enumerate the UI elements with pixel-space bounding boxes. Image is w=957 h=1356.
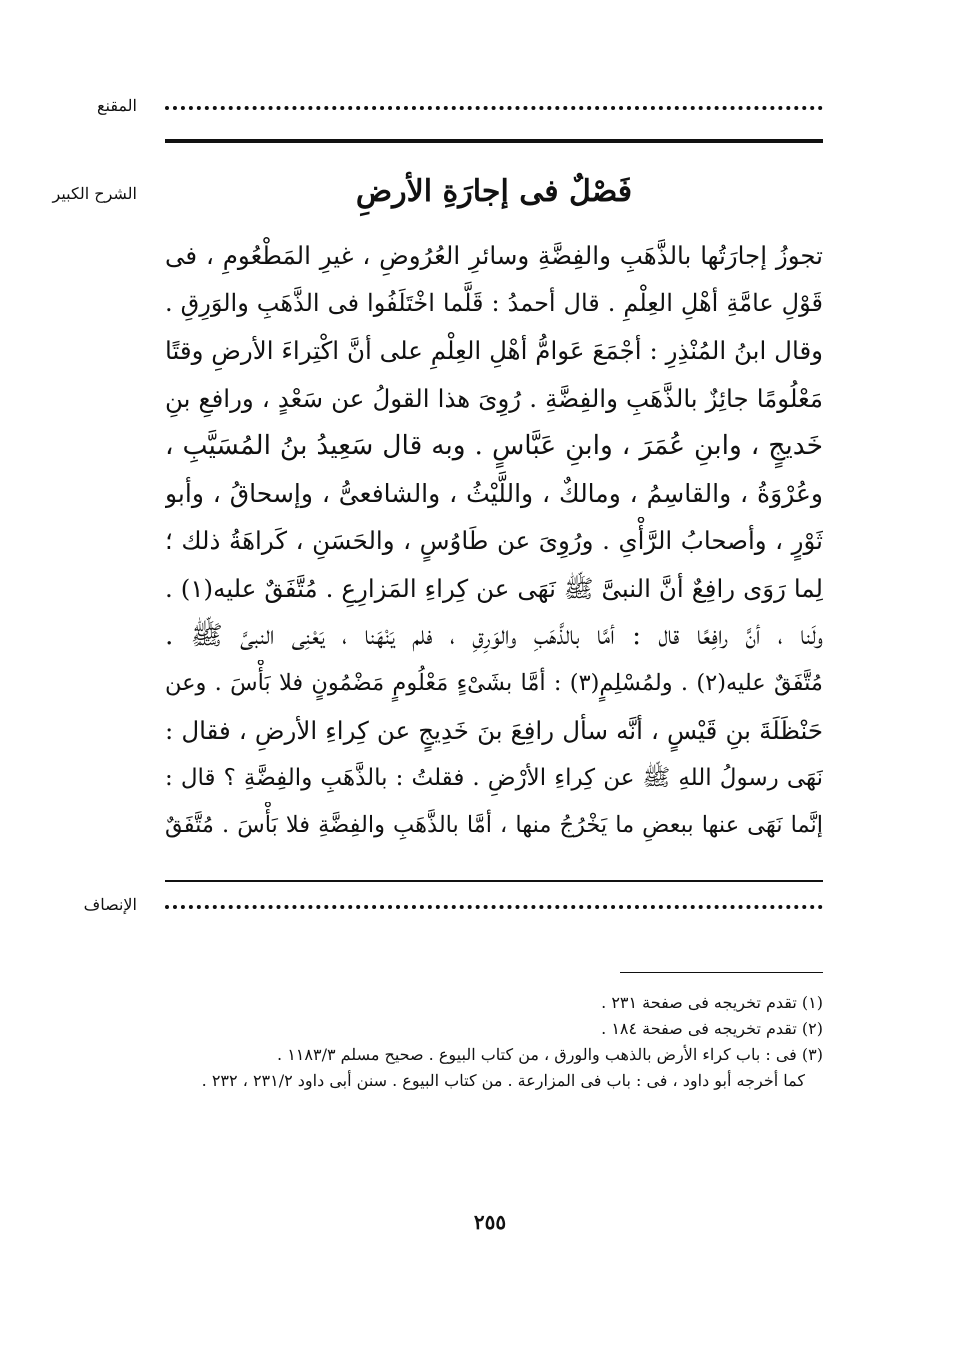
footnote-separator (620, 972, 823, 973)
footnote-1: (١) تقدم تخريجه فى صفحة ٢٣١ . (601, 993, 823, 1012)
page-number: ٢٥٥ (473, 1210, 507, 1234)
section-title: فَصْلٌ فى إجارَةِ الأرضِ (355, 174, 633, 209)
bottom-rule (165, 880, 823, 882)
body-line: مُتَّفَقٌ عليه(٢) . ولمُسْلِمٍ(٣) : أمَّا بشَىْءٍ مَعْلُومٍ مَضْمُونٍ فلا بَأْسَ . وعن (165, 669, 823, 696)
main-body-text (165, 232, 823, 850)
body-line: وقال ابنُ المُنْذِرِ : أجْمَعَ عَوامُّ أهْلِ العِلْمِ على أنَّ اكْتِراءَ الأرضِ وقتًا (165, 336, 823, 365)
margin-label-insaf: الإنصاف (83, 895, 137, 914)
body-line: إنَّما نَهَى عنها ببعضِ ما يَخْرُجُ منها ، أمَّا بالذَّهَبِ والفِضَّةِ فلا بَأْسَ . مُتَّفَقٌ (165, 812, 823, 838)
bottom-dotted-divider (165, 905, 823, 909)
body-line: ولَنا ، أنَّ رافِعًا قال : أمَّا بالذَّهَبِ والوَرِقِ ، فلم يَنْهَنا ، يَعْنِى النبىَّ ﷺ . (165, 620, 823, 651)
footnote-3: (٣) فى : باب كراء الأرض بالذهب والورق ، من كتاب البيوع . صحيح مسلم ١١٨٣/٣ . (277, 1045, 823, 1064)
body-line: مَعْلُومًا جائِزٌ بالذَّهَبِ والفِضَّةِ . رُوِىَ هذا القولُ عن سَعْدٍ ، ورافعِ بنِ (165, 383, 823, 413)
body-line: وعُرْوَةُ ، والقاسِمُ ، ومالكٌ ، واللَّيْثُ ، والشافعىُّ ، وإسحاقُ ، وأبو (165, 478, 823, 508)
body-line: حَنْظَلَةَ بنِ قَيْسٍ ، أنَّه سأل رافِعَ بنَ خَدِيجٍ عن كِراءِ الأرضِ ، فقال : (165, 716, 823, 745)
body-line: تجوزُ إجارَتُها بالذَّهَبِ والفِضَّةِ وسائرِ العُرُوضِ ، غيرِ المَطْعُومِ ، فى (165, 241, 823, 270)
margin-label-muqni: المقنع (96, 96, 137, 115)
footnote-3-continuation: كما أخرجه أبو داود ، فى : باب فى المزارعة . من كتاب البيوع . سنن أبى داود ٢٣١/٢ ، ٢٣٢ . (201, 1071, 805, 1090)
body-line: لِما رَوَى رافِعٌ أنَّ النبىَّ ﷺ نَهَى عن كِراءِ المَزارِعِ . مُتَّفَقٌ عليه(١) . (165, 573, 823, 603)
body-line: خَديجٍ ، وابنِ عُمَرَ ، وابنِ عَبَّاسٍ . وبه قال سَعِيدُ بنُ المُسَيَّبِ ، (165, 430, 823, 461)
top-dotted-divider (165, 106, 823, 110)
top-thick-rule (165, 139, 823, 143)
body-line: قَوْلِ عامَّةِ أهْلِ العِلْمِ . قال أحمدُ : قَلَّما اخْتَلَفُوا فى الذَّهَبِ والوَرِقِ . (165, 288, 823, 317)
footnotes (165, 990, 823, 1094)
footnote-2: (٢) تقدم تخريجه فى صفحة ١٨٤ . (601, 1019, 823, 1038)
margin-label-sharh-kabir: الشرح الكبير (52, 184, 137, 203)
body-line: ثَوْرٍ ، وأصحابُ الرَّأْىِ . ورُوِىَ عن طَاوُسٍ ، والحَسَنِ ، كَراهَةُ ذلك ؛ (165, 526, 823, 555)
body-line: نَهَى رسولُ اللهِ ﷺ عن كِراءِ الأرْضِ . فقلتُ : بالذَّهَبِ والفِضَّةِ ؟ قال : (165, 764, 823, 791)
